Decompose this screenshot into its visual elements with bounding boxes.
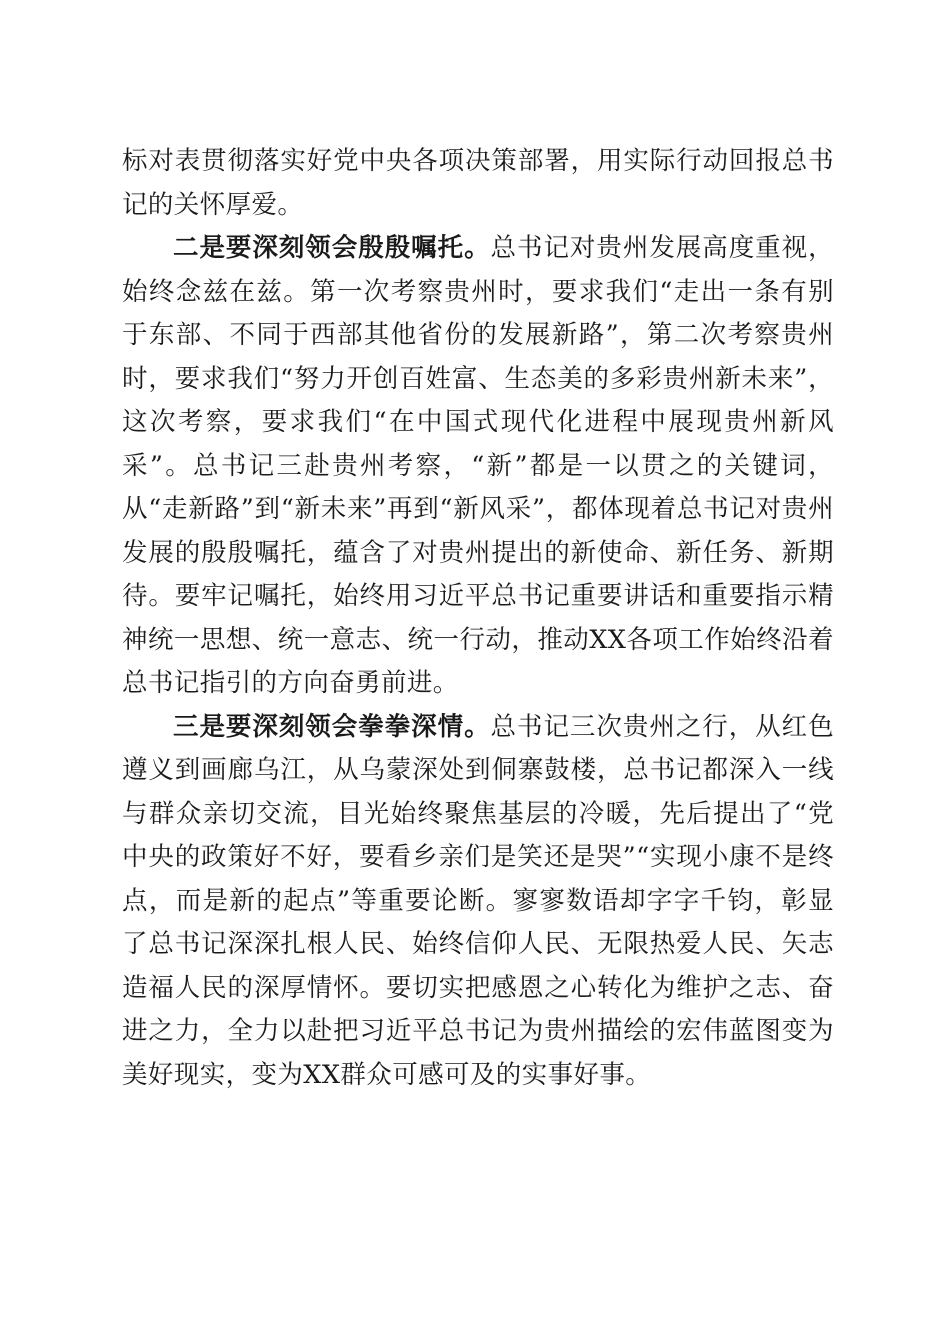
paragraph-text: 标对表贯彻落实好党中央各项决策部署，用实际行动回报总书记的关怀厚爱。	[122, 146, 834, 220]
paragraph-lead-heading: 二是要深刻领会殷殷嘱托。	[173, 233, 491, 263]
paragraph-continuation	[122, 140, 834, 227]
document-body	[122, 140, 834, 1097]
paragraph-deep-feelings	[122, 706, 834, 1098]
paragraph-lead-heading: 三是要深刻领会拳拳深情。	[173, 711, 491, 742]
paragraph-text: 总书记对贵州发展高度重视，始终念兹在兹。第一次考察贵州时，要求我们“走出一条有别于东部、不同于西部其他省份的发展新路”，第二次考察贵州时，要求我们“努力开创百姓富、生态美的多彩贵州新未来”，这次考察，要求我们“在中国式现代化进程中展现贵州新风采”。总书记三赴贵州考察，“新”都是一以贯之的关键词，从“走新路”到“新未来”再到“新风采”，都体现着总书记对贵州发展的殷殷嘱托，蕴含了对贵州提出的新使命、新任务、新期待。要牢记嘱托，始终用习近平总书记重要讲话和重要指示精神统一思想、统一意志、统一行动，推动XX各项工作始终沿着总书记指引的方向奋勇前进。	[122, 233, 834, 698]
paragraph-entrustment	[122, 227, 834, 706]
paragraph-text: 总书记三次贵州之行，从红色遵义到画廊乌江，从乌蒙深处到侗寨鼓楼，总书记都深入一线与群众亲切交流，目光始终聚焦基层的冷暖，先后提出了“党中央的政策好不好，要看乡亲们是笑还是哭”“实现小康不是终点，而是新的起点”等重要论断。寥寥数语却字字千钧，彰显了总书记深深扎根人民、始终信仰人民、无限热爱人民、矢志造福人民的深厚情怀。要切实把感恩之心转化为维护之志、奋进之力，全力以赴把习近平总书记为贵州描绘的宏伟蓝图变为美好现实，变为XX群众可感可及的实事好事。	[122, 711, 834, 1090]
